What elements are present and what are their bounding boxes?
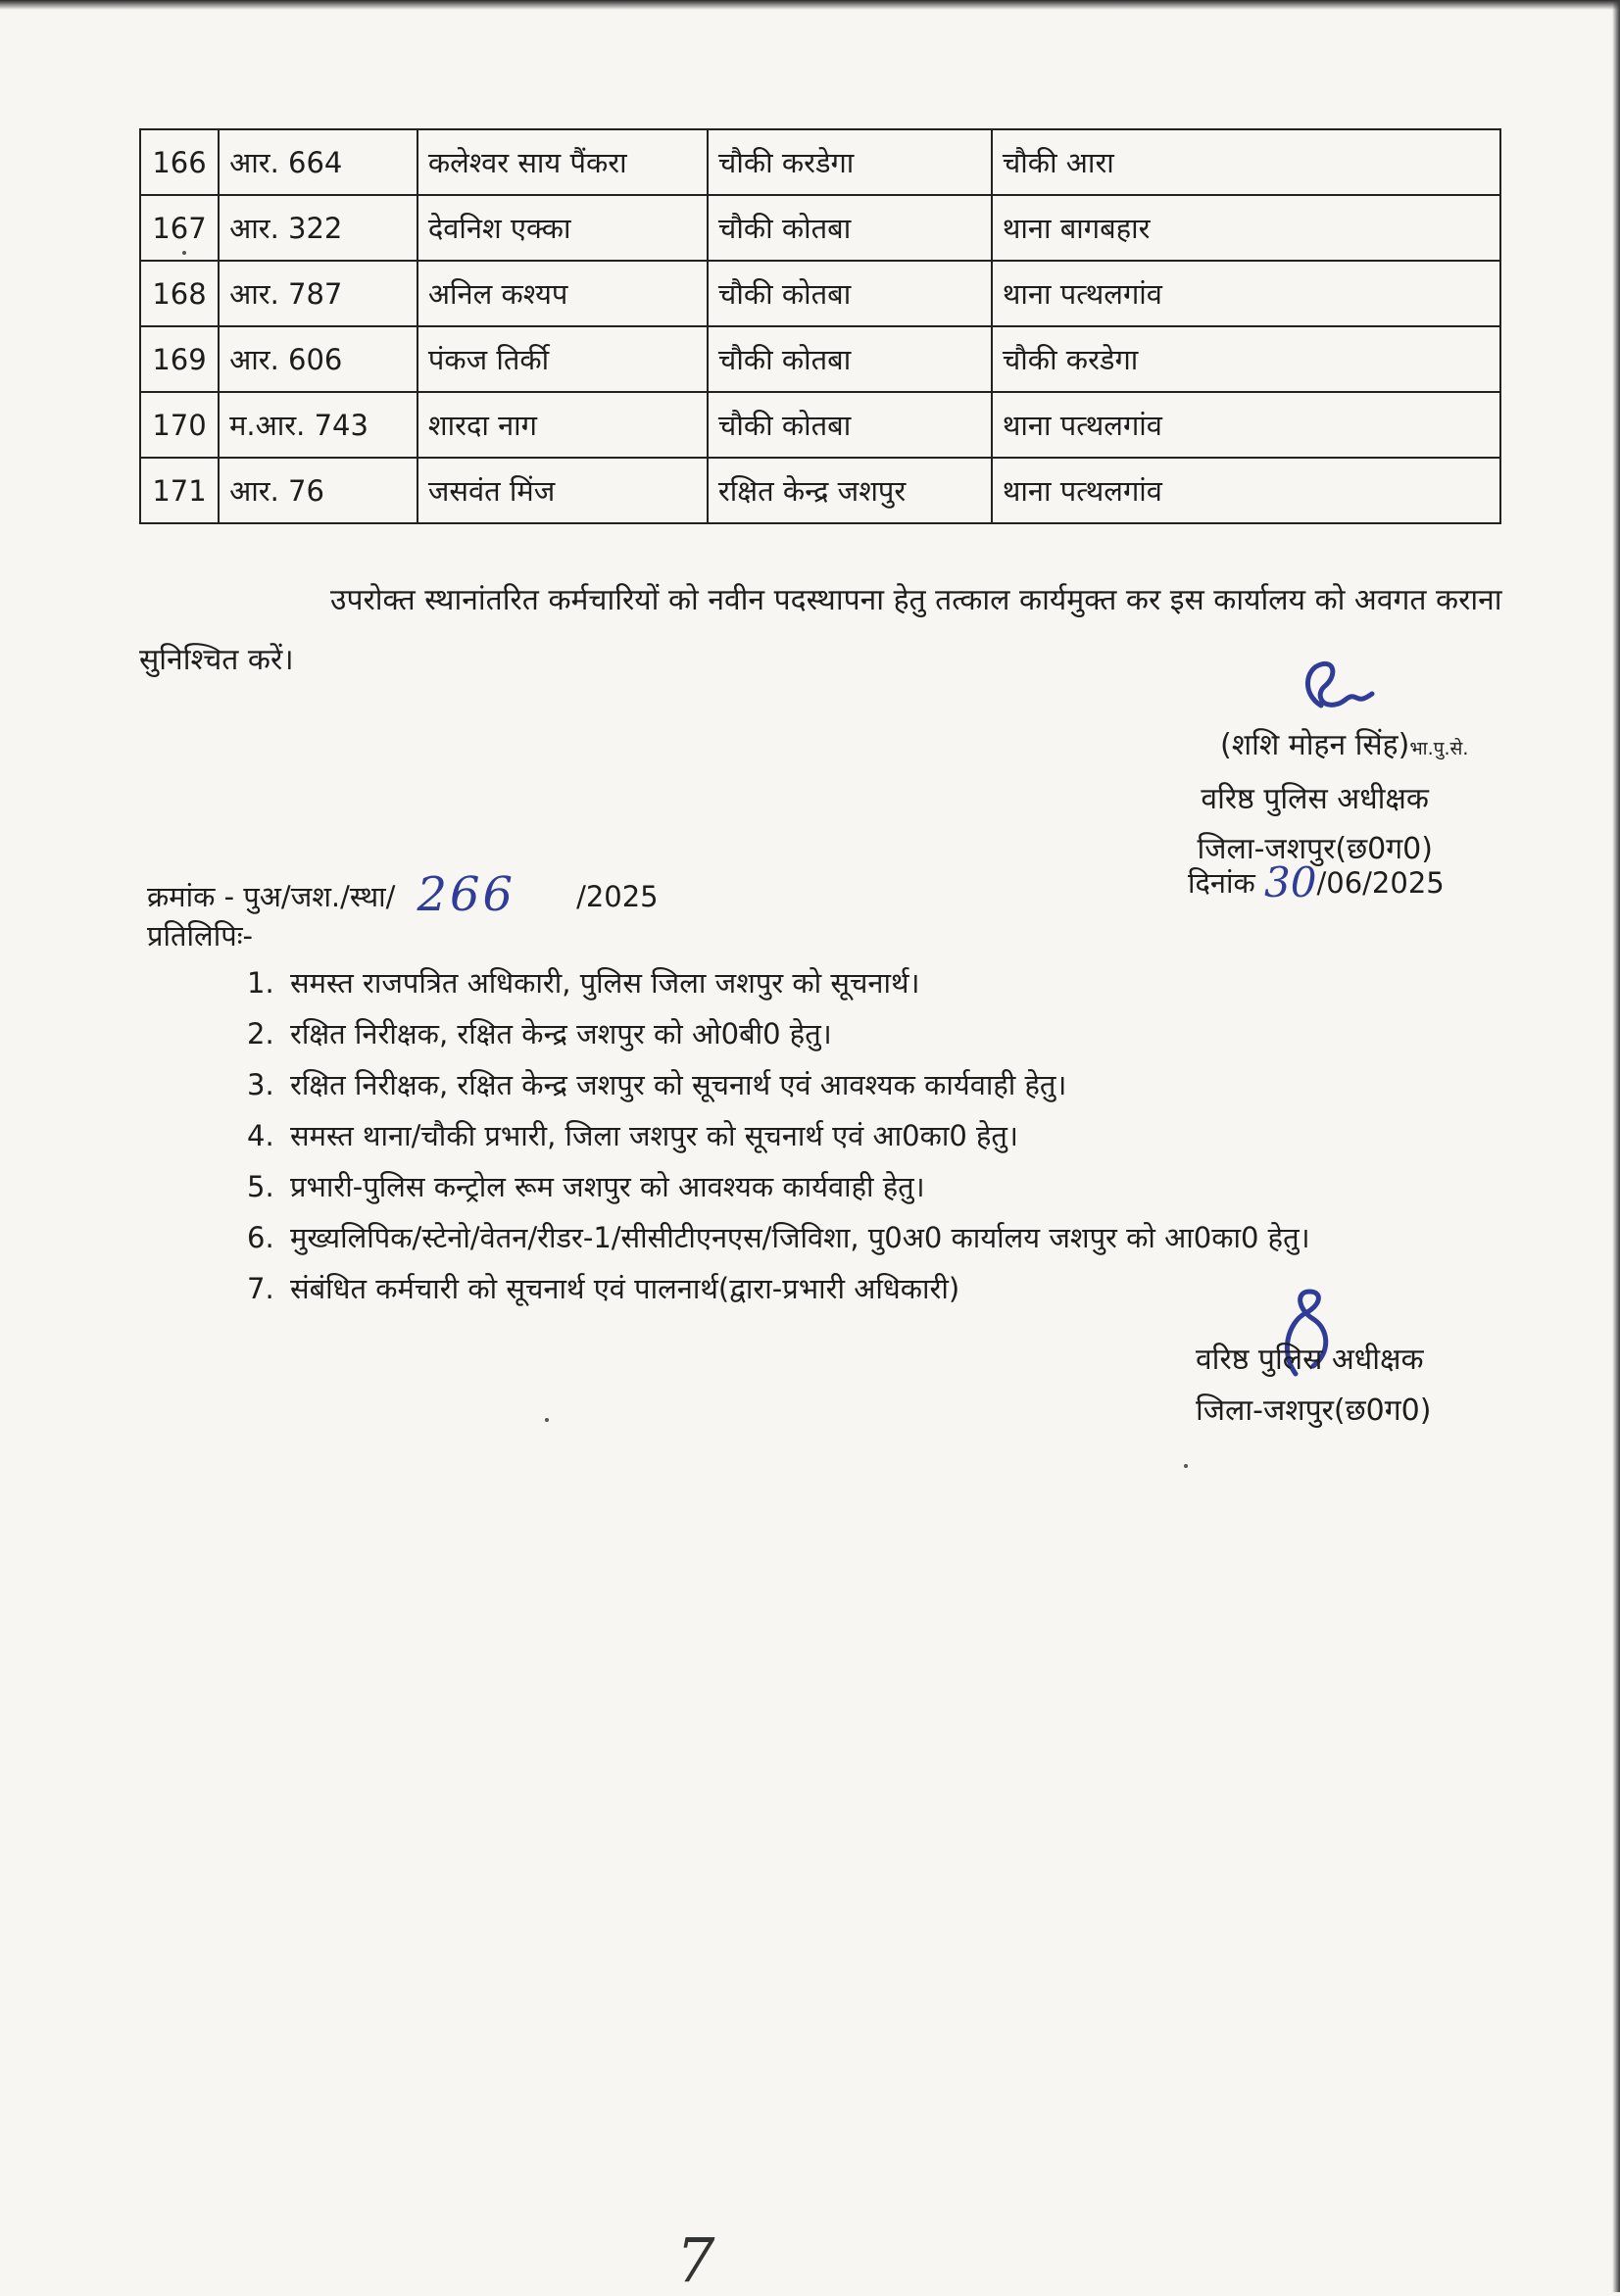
date-rest: /06/2025: [1316, 866, 1445, 900]
table-row: [140, 195, 1500, 261]
signature-block: [1191, 720, 1469, 874]
badge-number-cell: आर. 606: [219, 326, 417, 392]
employee-name-cell: पंकज तिर्की: [417, 326, 708, 392]
current-posting-cell: चौकी कोतबा: [708, 261, 992, 326]
new-posting-cell: थाना पत्थलगांव: [992, 392, 1500, 458]
current-posting-cell: रक्षित केन्द्र जशपुर: [708, 458, 992, 523]
serial-cell: 168: [140, 261, 219, 326]
table-row: [140, 392, 1500, 458]
new-posting-cell: थाना पत्थलगांव: [992, 458, 1500, 523]
serial-cell: 169: [140, 326, 219, 392]
scan-right-edge: [1612, 0, 1620, 2292]
officer-name: [1220, 720, 1468, 774]
reference-line: [147, 867, 659, 922]
list-item: 5. प्रभारी-पुलिस कन्ट्रोल रूम जशपुर को आवश्यक कार्यवाही हेतु।: [247, 1170, 925, 1203]
instruction-text: उपरोक्त स्थानांतरित कर्मचारियों को नवीन पदस्थापना हेतु तत्काल कार्यमुक्त कर इस कार्यालय को अवगत कराना सुनिश्चित करें।: [139, 583, 1502, 677]
list-item: 2. रक्षित निरीक्षक, रक्षित केन्द्र जशपुर को ओ0बी0 हेतु।: [247, 1017, 832, 1050]
table-row: [140, 326, 1500, 392]
page-number: 7: [676, 2224, 715, 2296]
employee-name-cell: शारदा नाग: [417, 392, 708, 458]
list-item: 6. मुख्यलिपिक/स्टेनो/वेतन/रीडर-1/सीसीटीएनएस/जिविशा, पु0अ0 कार्यालय जशपुर को आ0का0 हेतु।: [247, 1221, 1310, 1254]
badge-number-cell: म.आर. 743: [219, 392, 417, 458]
serial-cell: 166: [140, 129, 219, 195]
signature-initials-icon: [1292, 655, 1380, 723]
date-day: 30: [1264, 858, 1317, 906]
date-prefix: दिनांक: [1188, 866, 1255, 900]
current-posting-cell: चौकी कोतबा: [708, 195, 992, 261]
copy-to-list: [247, 957, 1310, 1314]
current-posting-cell: चौकी कोतबा: [708, 326, 992, 392]
table-row: [140, 129, 1500, 195]
copy-to-label: प्रतिलिपिः-: [147, 919, 254, 953]
scan-top-edge: [0, 0, 1620, 10]
scan-speck: [1184, 1464, 1188, 1468]
new-posting-cell: चौकी करडेगा: [992, 326, 1500, 392]
serial-cell: 170: [140, 392, 219, 458]
list-item: 1. समस्त राजपत्रित अधिकारी, पुलिस जिला जशपुर को सूचनार्थ।: [247, 966, 920, 1000]
transfer-table: [139, 128, 1501, 524]
employee-name-cell: कलेश्वर साय पैंकरा: [417, 129, 708, 195]
footer-designation: वरिष्ठ पुलिस अधीक्षक: [1196, 1343, 1424, 1377]
scan-speck: [545, 1418, 549, 1422]
employee-name-cell: जसवंत मिंज: [417, 458, 708, 523]
current-posting-cell: चौकी कोतबा: [708, 392, 992, 458]
date-line: [1188, 858, 1445, 906]
table-row: [140, 458, 1500, 523]
new-posting-cell: चौकी आरा: [992, 129, 1500, 195]
footer-district: जिला-जशपुर(छ0ग0): [1196, 1393, 1432, 1428]
list-item: 7. संबंधित कर्मचारी को सूचनार्थ एवं पालनार्थ(द्वारा-प्रभारी अधिकारी): [247, 1272, 960, 1305]
reference-number: 266: [417, 867, 516, 922]
employee-name-cell: देवनिश एक्का: [417, 195, 708, 261]
current-posting-cell: चौकी करडेगा: [708, 129, 992, 195]
footer-signature-block: [1196, 1335, 1431, 1437]
badge-number-cell: आर. 322: [219, 195, 417, 261]
badge-number-cell: आर. 787: [219, 261, 417, 326]
service-abbrev: भा.पु.से.: [1409, 738, 1469, 759]
list-item: 4. समस्त थाना/चौकी प्रभारी, जिला जशपुर को सूचनार्थ एवं आ0का0 हेतु।: [247, 1119, 1018, 1152]
officer-designation: वरिष्ठ पुलिस अधीक्षक: [1201, 782, 1429, 816]
officer-district: जिला-जशपुर(छ0ग0): [1197, 832, 1433, 866]
new-posting-cell: थाना पत्थलगांव: [992, 261, 1500, 326]
new-posting-cell: थाना बागबहार: [992, 195, 1500, 261]
reference-prefix: क्रमांक - पुअ/जश./स्था/: [147, 880, 396, 913]
officer-name-text: (शशि मोहन सिंह): [1220, 728, 1410, 762]
employee-name-cell: अनिल कश्यप: [417, 261, 708, 326]
list-item: 3. रक्षित निरीक्षक, रक्षित केन्द्र जशपुर को सूचनार्थ एवं आवश्यक कार्यवाही हेतु।: [247, 1068, 1067, 1101]
scan-speck: [182, 251, 186, 255]
serial-cell: 167: [140, 195, 219, 261]
reference-year: /2025: [576, 880, 659, 913]
badge-number-cell: आर. 76: [219, 458, 417, 523]
table-row: [140, 261, 1500, 326]
badge-number-cell: आर. 664: [219, 129, 417, 195]
serial-cell: 171: [140, 458, 219, 523]
